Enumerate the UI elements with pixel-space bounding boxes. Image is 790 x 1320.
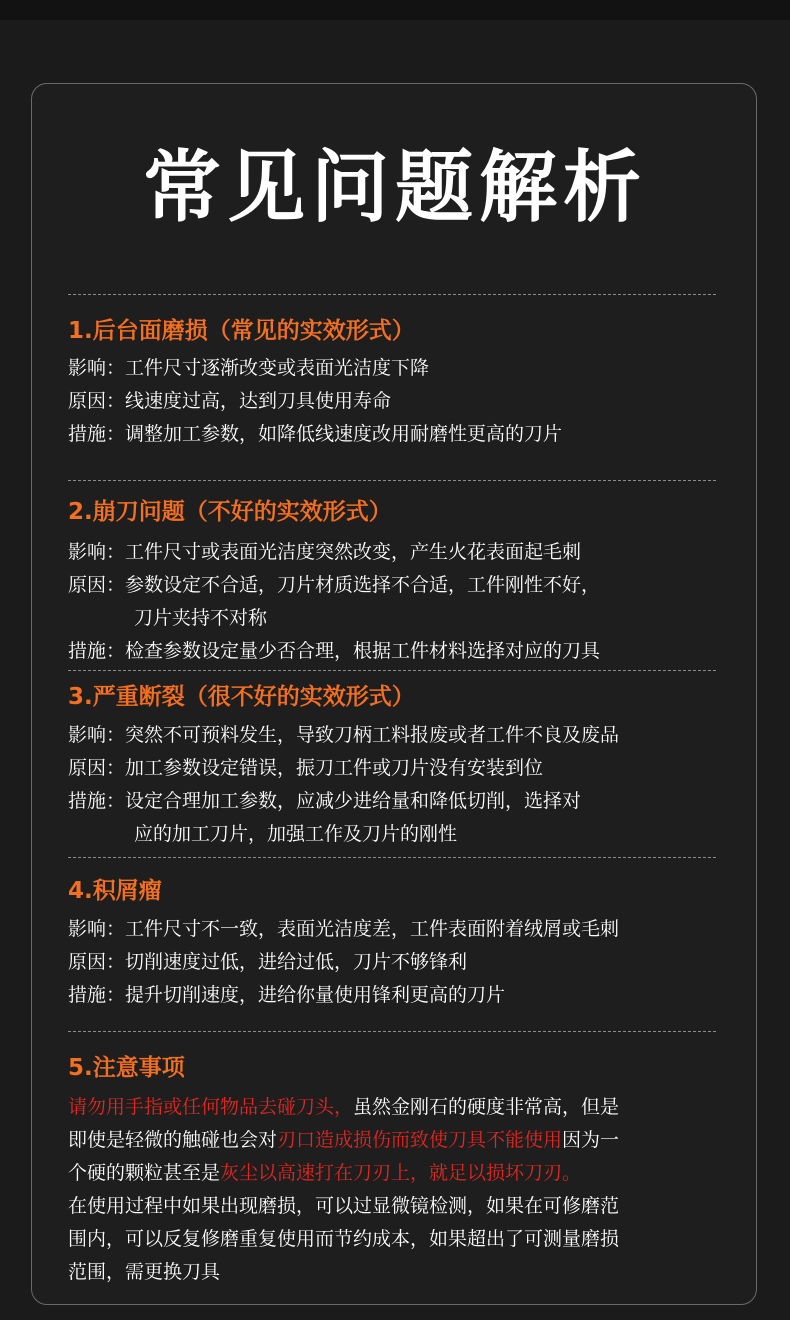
notice-text: 虽然金刚石的硬度非常高，但是 [353, 1096, 620, 1118]
section-2-cause: 原因：参数设定不合适，刀片材质选择不合适，工件刚性不好， [68, 574, 601, 596]
section-4-cause: 原因：切削速度过低，进给过低，刀片不够锋利 [68, 951, 468, 973]
divider [68, 1031, 716, 1032]
section-4-impact: 影响：工件尺寸不一致，表面光洁度差，工件表面附着绒屑或毛刺 [68, 918, 620, 940]
section-3-heading: 3.严重断裂（很不好的实效形式） [68, 684, 415, 710]
notice-line-3 [68, 1160, 581, 1186]
notice-line-5: 围内，可以反复修磨重复使用而节约成本，如果超出了可测量磨损 [68, 1228, 620, 1250]
section-1-measure: 措施：调整加工参数，如降低线速度改用耐磨性更高的刀片 [68, 423, 563, 445]
section-2-impact: 影响：工件尺寸或表面光洁度突然改变，产生火花表面起毛刺 [68, 541, 582, 563]
section-2-cause-cont: 刀片夹持不对称 [134, 607, 268, 629]
section-4-heading: 4.积屑瘤 [68, 878, 162, 904]
section-3-impact: 影响：突然不可预料发生，导致刀柄工料报废或者工件不良及废品 [68, 724, 620, 746]
section-3-measure-cont: 应的加工刀片，加强工作及刀片的刚性 [134, 823, 458, 845]
notice-warning-2: 刃口造成损伤而致使刀具不能使用 [277, 1129, 563, 1151]
notice-text: 个硬的颗粒甚至是 [68, 1162, 221, 1184]
section-5-heading: 5.注意事项 [68, 1055, 185, 1081]
section-1-impact: 影响：工件尺寸逐渐改变或表面光洁度下降 [68, 357, 430, 379]
page-title: 常见问题解析 [142, 143, 647, 233]
notice-warning-1: 请勿用手指或任何物品去碰刀头， [68, 1096, 354, 1118]
notice-line-1 [68, 1094, 619, 1120]
section-1-cause: 原因：线速度过高，达到刀具使用寿命 [68, 390, 392, 412]
notice-line-6: 范围，需更换刀具 [68, 1261, 221, 1283]
divider [68, 857, 716, 858]
divider [68, 294, 716, 295]
top-bar [0, 0, 790, 20]
section-3-cause: 原因：加工参数设定错误，振刀工件或刀片没有安装到位 [68, 757, 544, 779]
section-3-measure: 措施：设定合理加工参数，应减少进给量和降低切削，选择对 [68, 790, 582, 812]
section-4-measure: 措施：提升切削速度，进给你量使用锋利更高的刀片 [68, 984, 506, 1006]
notice-line-4: 在使用过程中如果出现磨损，可以过显微镜检测，如果在可修磨范 [68, 1195, 620, 1217]
divider [68, 480, 716, 481]
notice-warning-3: 灰尘以高速打在刀刃上，就足以损坏刀刃。 [220, 1162, 582, 1184]
section-2-measure: 措施：检查参数设定量少否合理，根据工件材料选择对应的刀具 [68, 640, 601, 662]
section-2-heading: 2.崩刀问题（不好的实效形式） [68, 499, 392, 525]
notice-text: 因为一 [562, 1129, 620, 1151]
notice-text: 即使是轻微的触碰也会对 [68, 1129, 278, 1151]
divider [68, 670, 716, 671]
section-1-heading: 1.后台面磨损（常见的实效形式） [68, 318, 415, 344]
notice-line-2 [68, 1127, 619, 1153]
